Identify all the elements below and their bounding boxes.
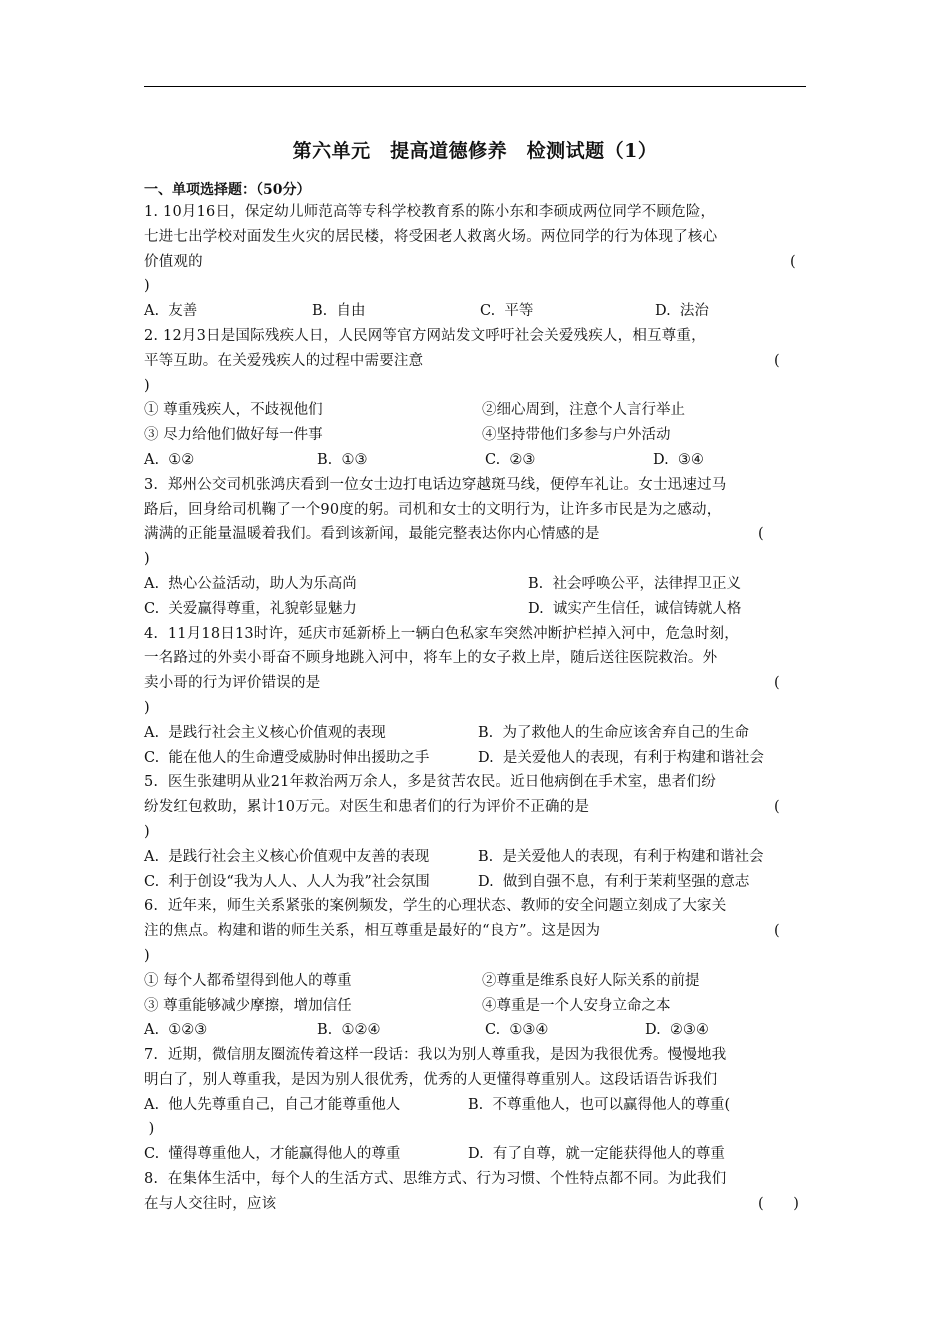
question-1-options xyxy=(144,299,810,324)
answer-paren-open: ( xyxy=(774,675,780,692)
question-7-options-row-2 xyxy=(144,1142,810,1167)
statement-4: ④坚持带他们多参与户外活动 xyxy=(482,427,671,444)
option-b: B. ①②④ xyxy=(317,1022,381,1039)
statement-3: ③ 尊重能够减少摩擦，增加信任 xyxy=(144,997,352,1014)
answer-paren-close: ) xyxy=(144,947,150,964)
question-list xyxy=(144,200,810,1217)
question-6-line-2: 注的焦点。构建和谐的师生关系，相互尊重是最好的“良方”。这是因为 ( xyxy=(144,919,810,944)
option-a: A. ①② xyxy=(144,451,195,468)
option-b: B. ①③ xyxy=(317,451,368,468)
answer-paren-close: ) xyxy=(144,278,150,295)
question-1-line-2: 七进七出学校对面发生火灾的居民楼，将受困老人救离火场。两位同学的行为体现了核心 xyxy=(144,228,718,245)
option-d: D. ③④ xyxy=(653,451,704,468)
answer-paren-close: ) xyxy=(144,699,150,716)
question-4-line-1: 4. 11月18日13时许，延庆市延新桥上一辆白色私家车突然冲断护栏掉入河中，危急时刻， xyxy=(144,625,739,642)
question-6-statements-row-1 xyxy=(144,969,810,994)
question-6-statements-row-2 xyxy=(144,994,810,1019)
question-3-line-1: 3. 郑州公交司机张鸿庆看到一位女士边打电话边穿越斑马线，便停车礼让。女士迅速过马 xyxy=(144,476,727,493)
option-c: C. 平等 xyxy=(480,303,534,320)
question-7-options-row-1 xyxy=(144,1093,810,1118)
question-3-line-2: 路后，回身给司机鞠了一个90度的躬。司机和女士的文明行为，让许多市民是为之感动， xyxy=(144,501,722,518)
answer-paren-close: ) xyxy=(144,377,150,394)
answer-paren-open: ( xyxy=(774,352,780,369)
question-2-statements-row-1 xyxy=(144,398,810,423)
question-8-line-1: 8. 在集体生活中，每个人的生活方式、思维方式、行为习惯、个性特点都不同。为此我们 xyxy=(144,1171,727,1188)
question-5-line-1: 5. 医生张建明从业21年救治两万余人，多是贫苦农民。近日他病倒在手术室，患者们纷 xyxy=(144,774,716,791)
statement-4: ④尊重是一个人安身立命之本 xyxy=(482,997,671,1014)
statement-1: ① 每个人都希望得到他人的尊重 xyxy=(144,972,352,989)
question-4-line-3: 卖小哥的行为评价错误的是 ( xyxy=(144,671,810,696)
statement-2: ②细心周到，注意个人言行举止 xyxy=(482,402,685,419)
option-d: D. 诚实产生信任，诚信铸就人格 xyxy=(528,600,742,617)
option-b: B. 社会呼唤公平，法律捍卫正义 xyxy=(528,575,741,592)
option-b: B. 不尊重他人，也可以赢得他人的尊重( xyxy=(468,1096,731,1113)
option-c: C. 利于创设“我为人人、人人为我”社会氛围 xyxy=(144,873,430,890)
question-2-statements-row-2 xyxy=(144,423,810,448)
question-2-line-1: 2. 12月3日是国际残疾人日，人民网等官方网站发文呼吁社会关爱残疾人，相互尊重， xyxy=(144,327,706,344)
answer-paren: ( ) xyxy=(758,1195,800,1212)
section-heading: 一、单项选择题：（50分） xyxy=(144,182,311,198)
option-d: D. ②③④ xyxy=(645,1022,709,1039)
answer-paren-open: ( xyxy=(774,923,780,940)
option-a: A. 他人先尊重自己，自己才能尊重他人 xyxy=(144,1096,401,1113)
question-1-line-1: 1. 10月16日，保定幼儿师范高等专科学校教育系的陈小东和李硕成两位同学不顾危险， xyxy=(144,204,716,220)
question-7-line-2: 明白了，别人尊重我，是因为别人很优秀，优秀的人更懂得尊重别人。这段话语告诉我们 xyxy=(144,1071,718,1088)
question-4-line-2: 一名路过的外卖小哥奋不顾身地跳入河中，将车上的女子救上岸，随后送往医院救治。外 xyxy=(144,650,718,667)
question-2-line-2: 平等互助。在关爱残疾人的过程中需要注意 ( xyxy=(144,349,810,374)
option-a: A. 是践行社会主义核心价值观的表现 xyxy=(144,724,386,741)
option-a: A. 是践行社会主义核心价值观中友善的表现 xyxy=(144,848,430,865)
answer-paren-close: ) xyxy=(144,1121,155,1138)
question-2-options xyxy=(144,448,810,473)
option-d: D. 做到自强不息，有利于茉莉坚强的意志 xyxy=(478,873,750,890)
question-1-line-3: 价值观的 ( xyxy=(144,250,810,275)
option-d: D. 有了自尊，就一定能获得他人的尊重 xyxy=(468,1146,725,1163)
statement-1: ① 尊重残疾人，不歧视他们 xyxy=(144,402,323,419)
question-7-line-1: 7. 近期，微信朋友圈流传着这样一段话：我以为别人尊重我，是因为我很优秀。慢慢地我 xyxy=(144,1047,727,1064)
option-c: C. 懂得尊重他人，才能赢得他人的尊重 xyxy=(144,1146,401,1163)
question-3-line-3: 满满的正能量温暖着我们。看到该新闻，最能完整表达你内心情感的是 ( xyxy=(144,522,810,547)
question-6-line-1: 6. 近年来，师生关系紧张的案例频发，学生的心理状态、教师的安全问题立刻成了大家关 xyxy=(144,898,727,915)
option-c: C. 能在他人的生命遭受威胁时伸出援助之手 xyxy=(144,749,430,766)
question-3-options-row-2 xyxy=(144,597,810,622)
question-5-options-row-1 xyxy=(144,845,810,870)
option-d: D. 是关爱他人的表现，有利于构建和谐社会 xyxy=(478,749,764,766)
option-a: A. 友善 xyxy=(144,303,198,320)
option-c: C. 关爱赢得尊重，礼貌彰显魅力 xyxy=(144,600,357,617)
answer-paren-close: ) xyxy=(144,551,150,568)
option-b: B. 自由 xyxy=(312,303,366,320)
question-5-line-2: 纷发红包救助，累计10万元。对医生和患者们的行为评价不正确的是 ( xyxy=(144,795,810,820)
option-d: D. 法治 xyxy=(655,303,709,320)
statement-3: ③ 尽力给他们做好每一件事 xyxy=(144,427,323,444)
answer-paren-open: ( xyxy=(758,526,764,543)
question-3-options-row-1 xyxy=(144,572,810,597)
header-rule xyxy=(144,86,806,87)
answer-paren-open: ( xyxy=(774,799,780,816)
page-title: 第六单元 提高道德修养 检测试题（1） xyxy=(292,140,658,162)
question-8-line-2: 在与人交往时，应该 ( ) xyxy=(144,1192,810,1217)
statement-2: ②尊重是维系良好人际关系的前提 xyxy=(482,972,700,989)
option-a: A. ①②③ xyxy=(144,1022,208,1039)
answer-paren-open: ( xyxy=(790,253,796,270)
answer-paren-close: ) xyxy=(144,823,150,840)
option-a: A. 热心公益活动，助人为乐高尚 xyxy=(144,575,357,592)
option-c: C. ①③④ xyxy=(485,1022,549,1039)
question-4-options-row-2 xyxy=(144,746,810,771)
option-b: B. 是关爱他人的表现，有利于构建和谐社会 xyxy=(478,848,764,865)
question-6-options xyxy=(144,1018,810,1043)
question-4-options-row-1 xyxy=(144,721,810,746)
option-c: C. ②③ xyxy=(485,451,536,468)
option-b: B. 为了救他人的生命应该舍弃自己的生命 xyxy=(478,724,749,741)
question-5-options-row-2 xyxy=(144,870,810,895)
